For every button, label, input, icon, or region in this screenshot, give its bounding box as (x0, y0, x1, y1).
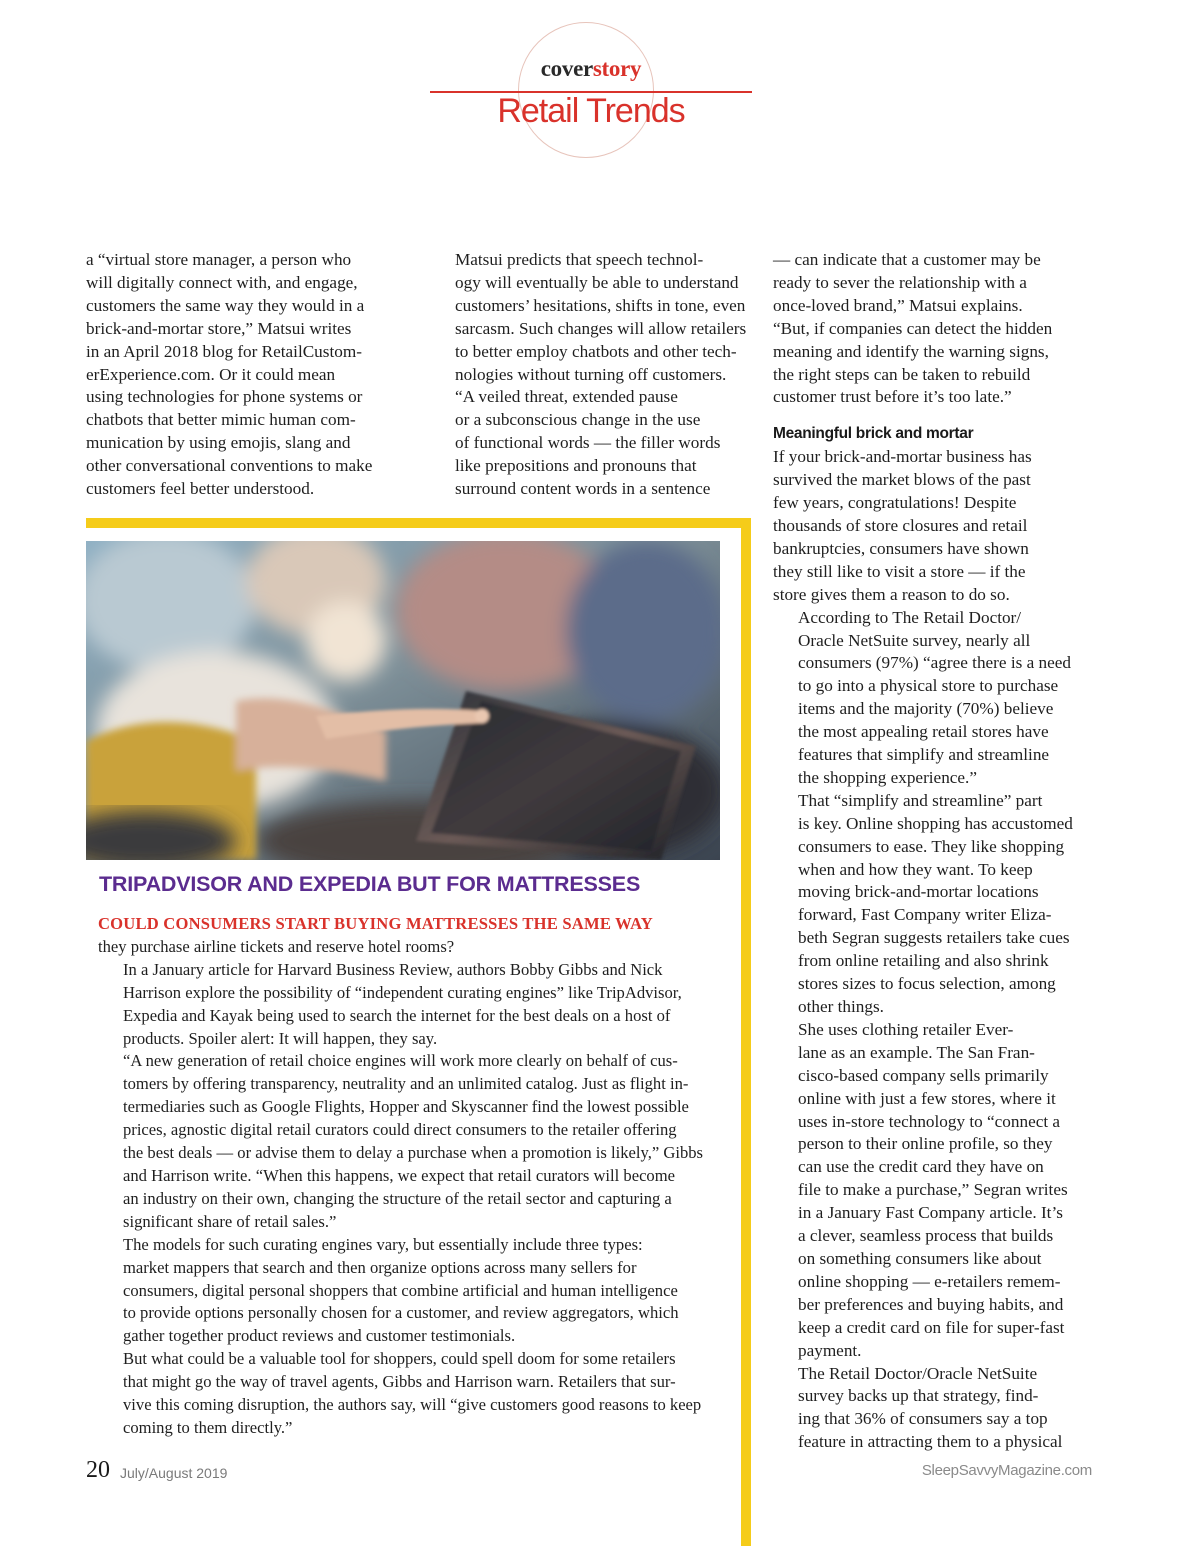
text-line: payment. (798, 1340, 862, 1360)
text-line: other things. (798, 997, 884, 1016)
body-column-3 (773, 249, 1103, 1454)
text-line: customers the same way they would in a (86, 295, 365, 315)
text-line: is key. Online shopping has accustomed (798, 813, 1073, 833)
text-line: chatbots that better mimic human com- (86, 410, 356, 430)
text-line: Expedia and Kayak being used to search the internet for the best deals on a host of (123, 1005, 671, 1025)
sidebar-lead-rest: they purchase airline tickets and reserve hotel rooms? (98, 936, 455, 956)
text-line: online with just a few stores, where it (798, 1088, 1056, 1108)
sidebar-title: TRIPADVISOR AND EXPEDIA BUT FOR MATTRESSES (99, 872, 641, 896)
text-line: customers feel better understood. (86, 479, 315, 499)
text-line: forward, Fast Company writer Eliza- (798, 905, 1052, 925)
text-line: Harrison explore the possibility of “independent curating engines” like TripAdvisor, (123, 982, 682, 1002)
section-title: Retail Trends (497, 92, 685, 130)
text-line: online shopping — e-retailers remem- (798, 1271, 1061, 1291)
text-line: bankruptcies, consumers have shown (773, 538, 1029, 558)
text-line: vive this coming disruption, the authors say, will “give customers good reasons to keep (123, 1395, 702, 1415)
text-line: brick-and-mortar store,” Matsui writes (86, 318, 352, 338)
kicker-cover: cover (540, 56, 593, 81)
paragraph (773, 1019, 1103, 1363)
text-line: sarcasm. Such changes will allow retailers (455, 318, 747, 338)
text-line: few years, congratulations! Despite (773, 493, 1017, 513)
text-line: uses in-store technology to “connect a (798, 1111, 1061, 1131)
text-line: lane as an example. The San Fran- (798, 1042, 1035, 1062)
text-line: thousands of store closures and retail (773, 515, 1028, 535)
paragraph (430, 386, 750, 501)
text-line: a clever, seamless process that builds (798, 1226, 1054, 1246)
paragraph (98, 1348, 726, 1440)
text-line: significant share of retail sales.” (123, 1211, 337, 1231)
text-line: other conversational conventions to make (86, 456, 373, 476)
paragraph (773, 607, 1103, 790)
paragraph (773, 790, 1103, 1019)
text-line: the best deals — or advise them to delay a purchase when a promotion is likely,” Gibbs (123, 1143, 704, 1163)
text-line: of functional words — the filler words (455, 433, 721, 453)
text-line: “A veiled threat, extended pause (455, 387, 678, 407)
text-line: keep a credit card on file for super-fast (798, 1317, 1065, 1337)
section-kicker (430, 56, 752, 82)
text-line: According to The Retail Doctor/ (798, 607, 1022, 627)
text-line: once-loved brand,” Matsui explains. (773, 295, 1023, 315)
text-line: consumers to ease. They like shopping (798, 836, 1065, 856)
paragraph (773, 249, 1103, 409)
page-number: 20 (86, 1457, 110, 1483)
text-line: coming to them directly.” (123, 1417, 293, 1437)
sidebar-right-bar (741, 518, 751, 1546)
text-line: they still like to visit a store — if the (773, 561, 1026, 581)
text-line: when and how they want. To keep (798, 859, 1033, 879)
text-line: to go into a physical store to purchase (798, 676, 1059, 696)
text-line: a “virtual store manager, a person who (86, 250, 352, 269)
text-line: or a subconscious change in the use (455, 410, 701, 430)
text-line: the most appealing retail stores have (798, 722, 1049, 742)
paragraph (773, 1363, 1103, 1455)
text-line: that might go the way of travel agents, Gibbs and Harrison warn. Retailers that sur- (123, 1372, 676, 1392)
text-line: ing that 36% of consumers say a top (798, 1409, 1048, 1429)
paragraph (773, 446, 1103, 606)
issue-date: July/August 2019 (120, 1465, 228, 1481)
text-line: “A new generation of retail choice engines will work more clearly on behalf of cus- (123, 1051, 678, 1071)
text-line: the right steps can be taken to rebuild (773, 364, 1031, 384)
website-url: SleepSavvyMagazine.com (921, 1462, 1092, 1479)
text-line: erExperience.com. Or it could mean (86, 364, 336, 384)
text-line: on something consumers like about (798, 1248, 1042, 1268)
text-line: store gives them a reason to do so. (773, 584, 1010, 604)
body-column-1 (86, 249, 406, 501)
text-line: in a January Fast Company article. It’s (798, 1203, 1063, 1223)
kicker-story: story (592, 56, 642, 81)
text-line: ready to sever the relationship with a (773, 272, 1027, 292)
text-line: customer trust before it’s too late.” (773, 387, 1012, 407)
text-line: market mappers that search and then organize options across many sellers for (123, 1257, 637, 1277)
subheading: Meaningful brick and mortar (773, 425, 974, 443)
sidebar-body (98, 913, 726, 1440)
text-line: customers’ hesitations, shifts in tone, even (455, 295, 746, 315)
text-line: file to make a purchase,” Segran writes (798, 1180, 1068, 1200)
text-line: In a January article for Harvard Business Review, authors Bobby Gibbs and Nick (123, 959, 663, 979)
text-line: If your brick-and-mortar business has (773, 447, 1032, 467)
text-line: But what could be a valuable tool for shoppers, could spell doom for some retailers (123, 1349, 676, 1369)
sidebar-top-bar (86, 518, 751, 528)
text-line: That “simplify and streamline” part (798, 790, 1043, 810)
text-line: features that simplify and streamline (798, 745, 1050, 765)
text-line: cisco-based company sells primarily (798, 1065, 1049, 1085)
text-line: consumers, digital personal shoppers that combine artificial and human intelligence (123, 1280, 678, 1300)
text-line: stores sizes to focus selection, among (798, 974, 1056, 994)
paragraph (98, 1050, 726, 1233)
text-line: products. Spoiler alert: It will happen, they say. (123, 1028, 438, 1048)
text-line: The Retail Doctor/Oracle NetSuite (798, 1363, 1038, 1383)
sidebar-paragraphs (98, 959, 726, 1440)
tablet-photo (86, 541, 720, 860)
text-line: and Harrison write. “When this happens, we expect that retail curators will become (123, 1165, 676, 1185)
text-line: The models for such curating engines vary, but essentially include three types: (123, 1234, 643, 1254)
paragraph (98, 1234, 726, 1349)
text-line: in an April 2018 blog for RetailCustom- (86, 341, 362, 361)
body-column-2 (430, 249, 750, 501)
sidebar-lead: COULD CONSUMERS START BUYING MATTRESSES THE SAME WAY (98, 914, 653, 933)
column-3-top (773, 249, 1103, 409)
text-line: Oracle NetSuite survey, nearly all (798, 630, 1031, 650)
column-3-bottom (773, 446, 1103, 1454)
text-line: the shopping experience.” (798, 767, 977, 787)
text-line: survey backs up that strategy, find- (798, 1386, 1039, 1406)
text-line: termediaries such as Google Flights, Hopper and Skyscanner find the lowest possible (123, 1097, 689, 1117)
text-line: meaning and identify the warning signs, (773, 341, 1049, 361)
text-line: an industry on their own, changing the structure of the retail sector and capturing a (123, 1188, 672, 1208)
text-line: can use the credit card they have on (798, 1157, 1044, 1177)
text-line: ogy will eventually be able to understand (455, 272, 739, 292)
text-line: consumers (97%) “agree there is a need (798, 653, 1071, 673)
text-line: She uses clothing retailer Ever- (798, 1019, 1014, 1039)
text-line: items and the majority (70%) believe (798, 699, 1054, 719)
text-line: Matsui predicts that speech technol- (455, 250, 704, 269)
text-line: using technologies for phone systems or (86, 387, 363, 407)
text-line: person to their online profile, so they (798, 1134, 1053, 1154)
text-line: to provide options personally chosen for a customer, and review aggregators, which (123, 1303, 679, 1323)
paragraph (98, 959, 726, 1051)
header-circle-ornament (518, 22, 654, 158)
text-line: surround content words in a sentence (455, 479, 711, 499)
text-line: will digitally connect with, and engage, (86, 272, 358, 292)
paragraph (86, 249, 406, 501)
text-line: gather together product reviews and customer testimonials. (123, 1326, 516, 1346)
text-line: like prepositions and pronouns that (455, 456, 697, 476)
text-line: — can indicate that a customer may be (773, 250, 1041, 269)
paragraph (430, 249, 750, 386)
text-line: ber preferences and buying habits, and (798, 1294, 1064, 1314)
text-line: survived the market blows of the past (773, 470, 1031, 490)
text-line: tomers by offering transparency, neutrality and an unlimited catalog. Just as flight in- (123, 1074, 689, 1094)
text-line: munication by using emojis, slang and (86, 433, 351, 453)
text-line: beth Segran suggests retailers take cues (798, 928, 1070, 948)
text-line: moving brick-and-mortar locations (798, 882, 1039, 902)
text-line: feature in attracting them to a physical (798, 1432, 1063, 1452)
text-line: “But, if companies can detect the hidden (773, 318, 1053, 338)
text-line: nologies without turning off customers. (455, 364, 727, 384)
text-line: prices, agnostic digital retail curators could direct consumers to the retailer offering (123, 1120, 677, 1140)
text-line: to better employ chatbots and other tech- (455, 341, 737, 361)
text-line: from online retailing and also shrink (798, 951, 1049, 971)
